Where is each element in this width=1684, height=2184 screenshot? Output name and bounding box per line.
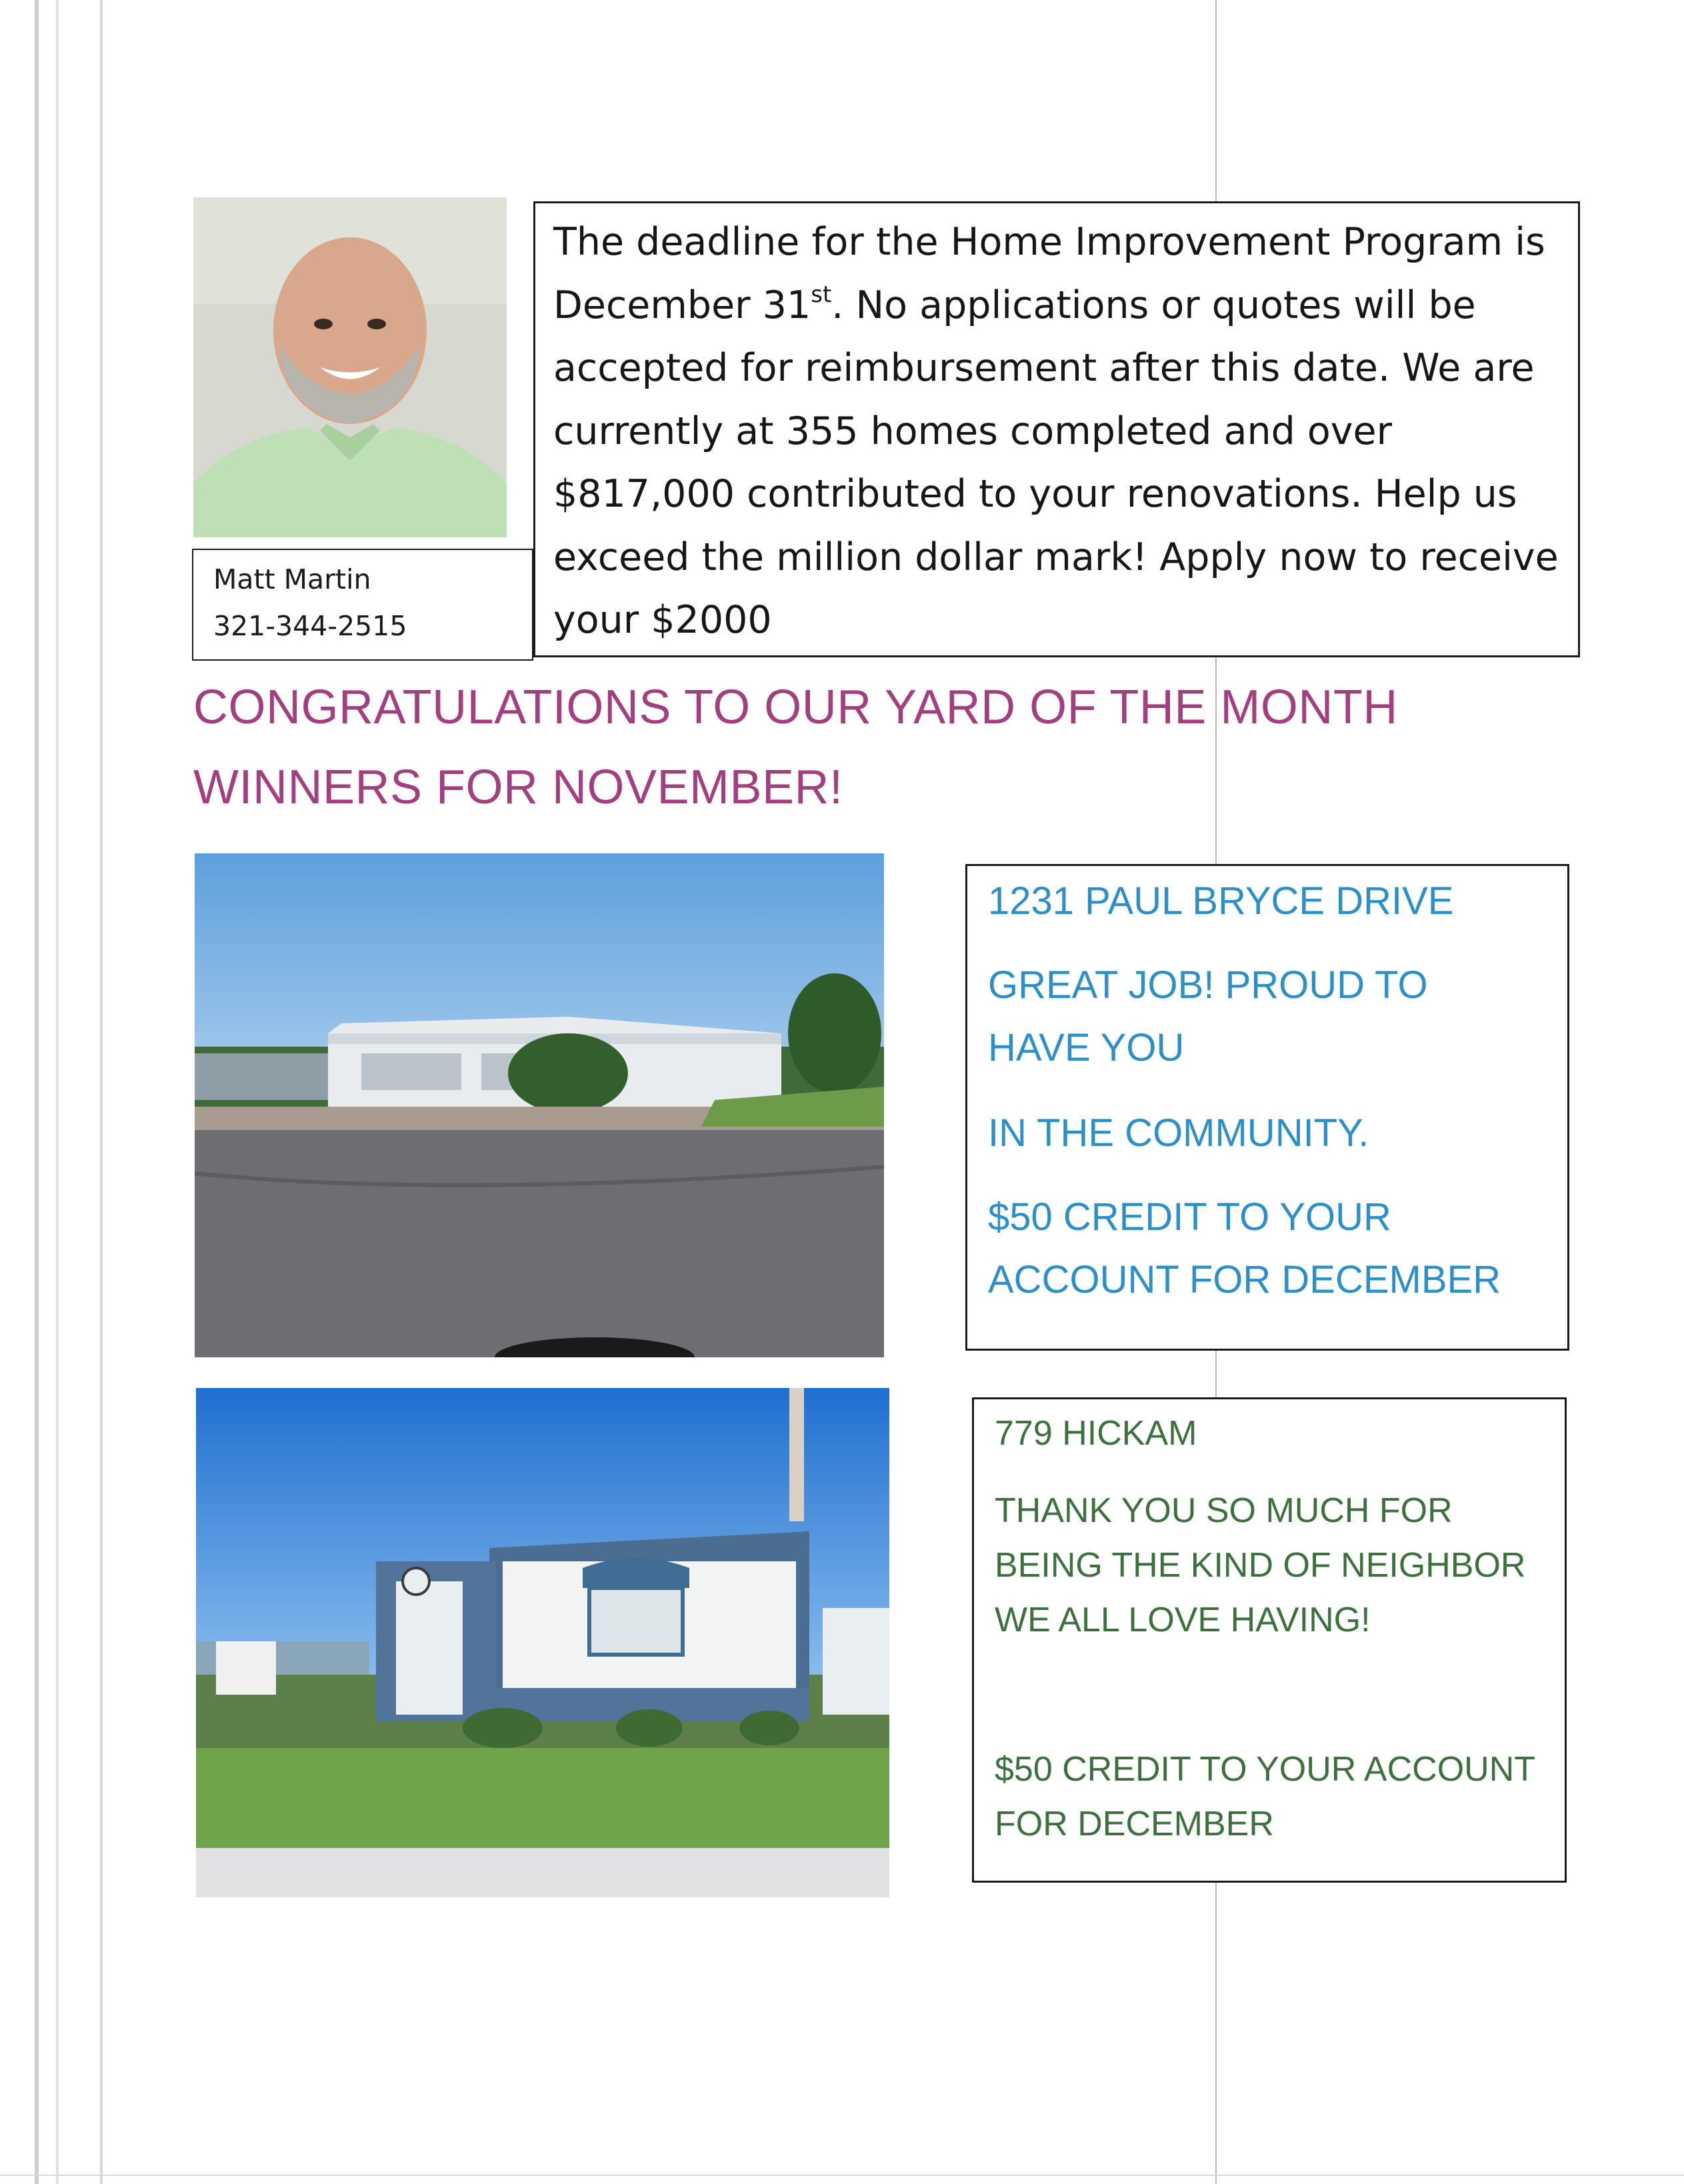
winner-1-credit-line-1: $50 CREDIT TO YOUR <box>988 1195 1391 1239</box>
scan-line-left-2 <box>56 0 59 2184</box>
winner-1-address: 1231 PAUL BRYCE DRIVE <box>988 879 1454 923</box>
notice-line-5: $817,000 contributed to your renovations. Help us <box>553 472 1517 516</box>
portrait-photo <box>193 197 507 537</box>
winner-2-credit-line-2: FOR DECEMBER <box>995 1805 1274 1843</box>
winner-2-photo <box>196 1388 889 1897</box>
scan-line-bottom <box>0 2175 1684 2176</box>
headline-line-1: CONGRATULATIONS TO OUR YARD OF THE MONTH <box>193 681 1398 734</box>
notice-line-6: exceed the million dollar mark! Apply now to receive <box>553 535 1559 579</box>
winner-2-message-line-1: THANK YOU SO MUCH FOR <box>995 1491 1453 1530</box>
winner-1-message-line-3: IN THE COMMUNITY. <box>988 1111 1369 1155</box>
contact-phone: 321-344-2515 <box>213 610 407 642</box>
winner-1-message-line-2: HAVE YOU <box>988 1026 1185 1069</box>
winner-1-credit-line-2: ACCOUNT FOR DECEMBER <box>988 1258 1501 1301</box>
notice-line-7: your $2000 <box>553 598 772 642</box>
notice-line-4: currently at 355 homes completed and over <box>553 409 1393 453</box>
winner-1-message-line-1: GREAT JOB! PROUD TO <box>988 963 1428 1007</box>
notice-line-1: The deadline for the Home Improvement Program is <box>553 220 1545 264</box>
contact-name: Matt Martin <box>213 563 371 595</box>
notice-line-2: December 31st. No applications or quotes will be <box>553 281 1476 327</box>
winner-1-photo <box>195 853 884 1357</box>
notice-text <box>553 211 1567 652</box>
notice-line-3: accepted for reimbursement after this date. We are <box>553 346 1535 390</box>
winner-2-credit-line-1: $50 CREDIT TO YOUR ACCOUNT <box>995 1750 1536 1789</box>
winner-2-address: 779 HICKAM <box>995 1414 1197 1453</box>
headline-line-2: WINNERS FOR NOVEMBER! <box>193 761 843 814</box>
scan-line-left-1 <box>35 0 39 2184</box>
scan-line-left-3 <box>100 0 103 2184</box>
winner-2-message-line-3: WE ALL LOVE HAVING! <box>995 1601 1371 1639</box>
winner-2-message-line-2: BEING THE KIND OF NEIGHBOR <box>995 1546 1526 1585</box>
